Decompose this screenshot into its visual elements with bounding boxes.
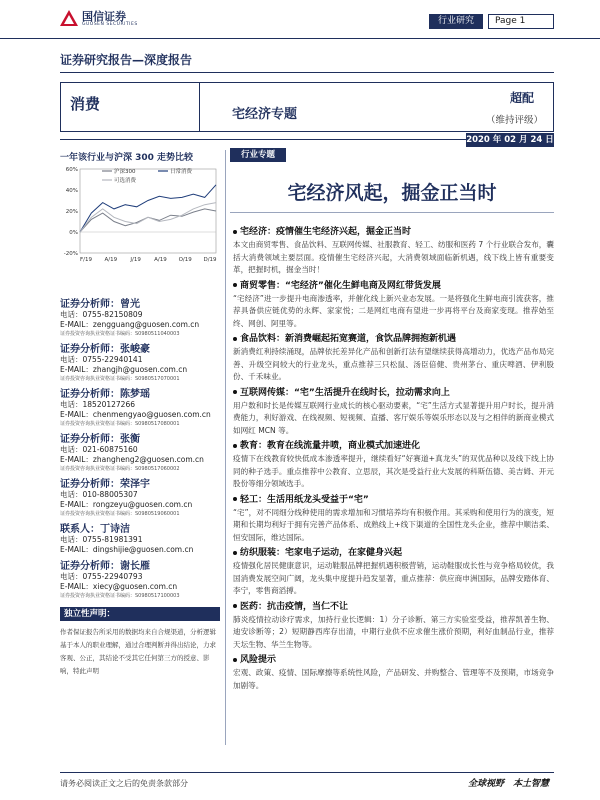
bullet-icon [233, 283, 237, 287]
summary-section [233, 494, 554, 545]
x-tick-label: J/19 [130, 257, 141, 263]
x-tick-label: A/19 [104, 257, 118, 263]
report-date: 2020 年 02 月 24 日 [466, 135, 554, 145]
analyst-name: 联系人：丁诗洁 [60, 524, 130, 535]
footer-disclaimer-note: 请务必阅读正文之后的免责条款部分 [60, 779, 188, 788]
analyst-name: 证券分析师：曾光 [60, 299, 140, 310]
report-topic: 宅经济专题 [232, 107, 298, 122]
section-heading [233, 601, 554, 614]
analyst-entry [60, 430, 220, 473]
summary-section [233, 601, 554, 652]
analyst-name: 证券分析师：荣泽宇 [60, 479, 150, 490]
section-heading-text: 轻工：生活用纸龙头受益于“宅” [240, 494, 369, 505]
logo-english-name: GUOSEN SECURITIES [82, 22, 138, 27]
section-heading [233, 333, 554, 346]
analyst-cert: 证券投资咨询执业资格证书编码：S0980517060002 [60, 466, 180, 472]
legend-label: 沪深300 [114, 169, 136, 175]
analyst-phone: 电话：010-88005307 [60, 490, 138, 499]
section-heading-text: 宅经济：疫情催生宅经济兴起，掘金正当时 [240, 227, 412, 237]
analyst-email[interactable]: E-MAIL：xiecy@guosen.com.cn [60, 582, 178, 591]
title-divider [60, 72, 554, 73]
section-body: 新消费红利持续涌现，品牌依托差异化产品和创新打法有望继续获得高增动力，优选产品布局完善、升级空间较大的行业龙头，重点推荐三只松鼠、汤臣倍健、贵州茅台、重庆啤酒、伊利股份、千禾味业。 [233, 347, 554, 381]
page-number: Page 1 [488, 14, 554, 29]
analyst-name: 证券分析师：张峻豪 [60, 344, 150, 355]
section-heading-text: 医药：抗击疫情，当仁不让 [240, 601, 349, 612]
analyst-phone: 电话：18520127266 [60, 400, 135, 409]
headline: 宅经济风起，掘金正当时 [287, 182, 497, 204]
section-body: “宅”，对不同细分线种使用的需求增加和习惯培养均有积极作用。其采购和使用行为的演变，短期和长期均利好于拥有完善产品体系、成熟线上+线下渠道的全国性龙头企业，推荐中顺洁柔、恒安国际，维达国际。 [233, 507, 554, 542]
x-tick-label: O/19 [178, 257, 192, 263]
section-tag: 行业专题 [230, 148, 286, 162]
legend-label: 可选消费 [114, 178, 137, 184]
y-tick-label: 40% [65, 188, 78, 194]
bullet-icon [233, 390, 237, 394]
analyst-phone: 电话：021-60875160 [60, 445, 138, 454]
summary-section [233, 440, 554, 491]
analyst-phone: 电话：0755-82150809 [60, 310, 143, 319]
footer-slogan: 全球视野 本土智慧 [468, 779, 550, 789]
analyst-entry [60, 475, 220, 518]
disclaimer-title: 独立性声明： [60, 607, 220, 621]
x-tick-label: F/19 [79, 257, 93, 263]
bullet-icon [233, 551, 237, 555]
summary-sections [233, 226, 554, 695]
section-body: 疫情下在线教育较快低成本渗透率提升，继续看好“好赛道+真龙头”的双优品种以及线下线上协同的种子选手。重点推荐中公教育、立思辰，其次是受益行业大发展的科斯伍德、美吉姆、开元股份等细分领域选手。 [233, 454, 554, 488]
summary-section [233, 654, 554, 692]
y-tick-label: 60% [65, 167, 78, 173]
summary-section [233, 547, 554, 598]
y-tick-label: 20% [65, 209, 78, 215]
report-category-tag: 行业研究 [429, 14, 483, 29]
section-body: 肺炎疫情拉动诊疗需求，加持行业长逻辑：1）分子诊断、第三方实验室受益，推荐凯普生物、迪安诊断等；2）短期静西库存出清，中期行业供不应求催生涨价预期，利好血制品行业，推荐天坛生物、华兰生物等。 [233, 614, 554, 649]
rating-note: （维持评级） [486, 115, 544, 126]
logo-mark-icon [60, 10, 78, 26]
analyst-cert: 证券投资咨询执业资格证书编码：S0980519060001 [60, 511, 180, 517]
bullet-icon [233, 444, 237, 448]
analyst-email[interactable]: E-MAIL：chenmengyao@guosen.com.cn [60, 410, 211, 419]
analyst-entry [60, 340, 220, 383]
analyst-phone: 电话：0755-81981391 [60, 535, 143, 544]
analyst-email[interactable]: E-MAIL：rongzeyu@guosen.com.cn [60, 500, 193, 509]
company-logo [60, 8, 200, 30]
headline-divider [230, 212, 554, 213]
analyst-email[interactable]: E-MAIL：zengguang@guosen.com.cn [60, 320, 200, 329]
x-tick-label: D/19 [203, 257, 217, 263]
disclaimer-text: 作者保证报告所采用的数据均来自合规渠道，分析逻辑基于本人的职业理解，通过合理判断并得出结论，力求客观、公正，其结论不受其它任何第三方的授意、影响，特此声明 [60, 628, 216, 675]
section-heading [233, 226, 554, 239]
section-heading-text: 食品饮料：新消费崛起拓宽赛道，食饮品牌拥抱新机遇 [240, 334, 457, 344]
analyst-list [60, 293, 220, 600]
section-body: 疫情强化居民健康意识，运动鞋服品牌把握机遇积极营销，运动鞋服成长性与竞争格局较优，我国消费发展空间广阔，龙头集中度提升趋发显著，重点推荐：供应商申洲国际，品牌安踏体育、李宁，零售商滔搏。 [233, 561, 554, 595]
analyst-entry [60, 295, 220, 338]
analyst-email[interactable]: E-MAIL：dingshijie@guosen.com.cn [60, 545, 194, 554]
section-heading-text: 教育：教育在线流量井喷，商业模式加速进化 [240, 441, 421, 451]
bullet-icon [233, 497, 237, 501]
section-heading [233, 547, 554, 560]
analyst-entry [60, 557, 220, 600]
y-tick-label: -20% [63, 251, 78, 257]
series-line [80, 209, 216, 232]
chart-title: 一年该行业与沪深 300 走势比较 [60, 153, 194, 163]
summary-section [233, 333, 554, 384]
x-tick-label: A/19 [154, 257, 167, 263]
column-divider [225, 150, 226, 745]
logo-chinese-name: 国信证券 [82, 10, 126, 23]
y-tick-label: 0% [69, 230, 78, 236]
analyst-email[interactable]: E-MAIL：zhangjh@guosen.com.cn [60, 365, 188, 374]
analyst-name: 证券分析师：张衡 [60, 434, 140, 445]
bullet-icon [233, 604, 237, 608]
analyst-cert: 证券投资咨询执业资格证书编码：S0980517070001 [60, 376, 180, 382]
sector-name: 消费 [70, 95, 101, 113]
analyst-entry [60, 385, 220, 428]
analyst-cert: 证券投资咨询执业资格证书编码：S0980511040003 [60, 331, 180, 337]
analyst-phone: 电话：0755-22940793 [60, 572, 143, 581]
analyst-cert: 证券投资咨询执业资格证书编码：S0980517100003 [60, 593, 180, 599]
bullet-icon [233, 230, 237, 234]
section-heading-text: 互联网传媒：“宅”生活提升在线时长，拉动需求向上 [240, 387, 450, 398]
section-body: 用户数和时长是传媒互联网行业成长的核心驱动要素，“宅”生活方式显著提升用户时长，提升消费能力，利好游戏、在线视频、短视频、直播、客厅娱乐等娱乐形态以及与之相伴的新商业模式如网红 MCN 等。 [233, 400, 554, 435]
analyst-name: 证券分析师：谢长雁 [60, 561, 150, 572]
footer-divider [60, 772, 554, 773]
section-heading [233, 654, 554, 667]
section-heading [233, 387, 554, 400]
section-body: 本文由商贸零售、食品饮料、互联网传媒、社服教育、轻工、纺服和医药 7 个行业联合发布，囊括大消费领域主要层面。疫情催生宅经济兴起，大消费领域面临新机遇，线下线上皆有重要变革，把握时机，掘金当时！ [233, 240, 554, 274]
analyst-entry [60, 520, 220, 555]
section-body: 宏观、政策、疫情、国际摩擦等系统性风险，产品研发、并购整合、管理等不及预期，市场竞争加剧等。 [233, 668, 554, 690]
analyst-name: 证券分析师：陈梦瑶 [60, 389, 150, 400]
section-heading-text: 风险提示 [240, 655, 277, 665]
report-type-title: 证券研究报告—深度报告 [60, 53, 193, 67]
bullet-icon [233, 658, 237, 662]
section-heading-text: 商贸零售：“宅经济”催化生鲜电商及网红带货发展 [240, 280, 441, 291]
section-body: “宅经济”进一步提升电商渗透率，并催化线上新兴业态发展。一是将强化生鲜电商引流获客，推荐具备供应链优势的永辉、家家悦；二是网红电商有望进一步再将平台及商家变现。推荐始至终、网创、阿里等。 [233, 293, 554, 328]
section-heading [233, 440, 554, 453]
section-heading [233, 494, 554, 507]
rating: 超配 [510, 91, 535, 105]
summary-section [233, 280, 554, 331]
series-line [80, 203, 216, 232]
analyst-phone: 电话：0755-22940141 [60, 355, 143, 364]
header-divider [0, 38, 600, 39]
bullet-icon [233, 337, 237, 341]
analyst-cert: 证券投资咨询执业资格证书编码：S0980517080001 [60, 421, 180, 427]
summary-section [233, 226, 554, 277]
section-heading [233, 280, 554, 293]
summary-section [233, 387, 554, 438]
analyst-email[interactable]: E-MAIL：zhangheng2@guosen.com.cn [60, 455, 204, 464]
section-heading-text: 纺织服装：宅家电子运动，在家健身兴起 [240, 548, 403, 558]
legend-label: 日常消费 [170, 169, 193, 175]
performance-chart [60, 165, 220, 270]
